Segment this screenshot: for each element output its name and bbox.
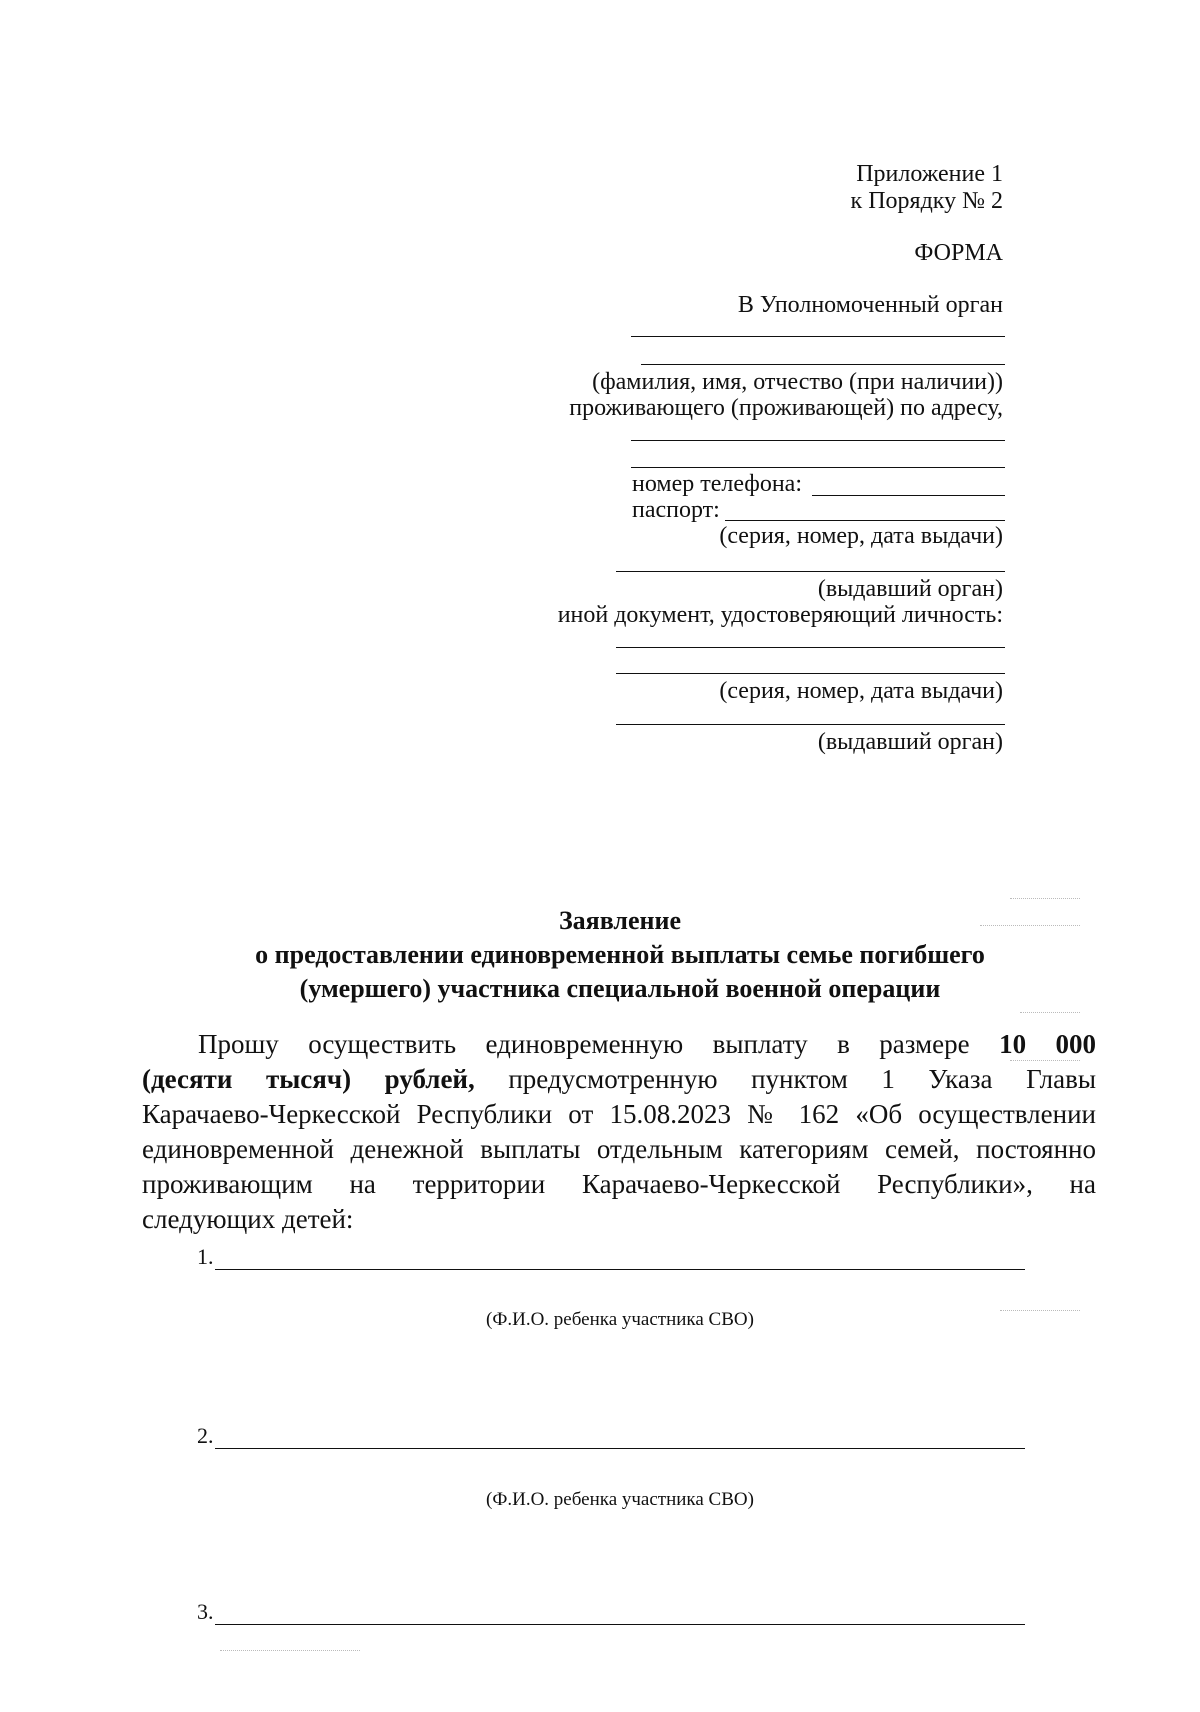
scan-artifact bbox=[1010, 1060, 1080, 1061]
statement-subtitle-1: о предоставлении единовременной выплаты семье погибшего bbox=[255, 940, 985, 969]
child-1-line[interactable] bbox=[215, 1269, 1025, 1270]
statement-subtitle-2: (умершего) участника специальной военной операции bbox=[299, 974, 941, 1003]
request-text-2: предусмотренную пунктом 1 Указа Главы bbox=[474, 1064, 1096, 1094]
phone-label: номер телефона: bbox=[632, 471, 803, 497]
request-line-3: Карачаево-Черкесской Республики от 15.08.2023 № 162 «Об осуществлении bbox=[142, 1099, 1096, 1129]
request-paragraph bbox=[142, 1027, 1096, 1237]
appendix-line-1: Приложение 1 bbox=[856, 161, 1003, 187]
fio-line[interactable] bbox=[641, 364, 1005, 365]
scan-artifact bbox=[220, 1650, 360, 1651]
fio-caption: (фамилия, имя, отчество (при наличии)) bbox=[592, 369, 1003, 395]
amount-figure: 10 000 bbox=[999, 1029, 1096, 1059]
other-doc-line-2[interactable] bbox=[616, 673, 1005, 674]
form-label: ФОРМА bbox=[914, 240, 1003, 266]
child-2-caption: (Ф.И.О. ребенка участника СВО) bbox=[486, 1489, 754, 1510]
request-line-2 bbox=[142, 1062, 1096, 1097]
address-line-2[interactable] bbox=[631, 467, 1005, 468]
addressee-organ-line[interactable] bbox=[631, 336, 1005, 337]
child-3-line[interactable] bbox=[215, 1624, 1025, 1625]
child-2-number: 2. bbox=[197, 1423, 214, 1448]
scan-artifact bbox=[1010, 898, 1080, 899]
passport-line[interactable] bbox=[725, 520, 1005, 521]
other-issuer-caption: (выдавший орган) bbox=[817, 729, 1003, 755]
passport-caption: (серия, номер, дата выдачи) bbox=[719, 523, 1003, 549]
child-1-number: 1. bbox=[197, 1244, 214, 1269]
other-doc-caption: (серия, номер, дата выдачи) bbox=[719, 678, 1003, 704]
scan-artifact bbox=[980, 925, 1080, 926]
request-line-1 bbox=[142, 1027, 1096, 1062]
issuer-line[interactable] bbox=[616, 571, 1005, 572]
scan-artifact bbox=[1000, 1310, 1080, 1311]
request-text-1: Прошу осуществить единовременную выплату в размере bbox=[198, 1029, 1000, 1059]
issuer-caption: (выдавший орган) bbox=[817, 576, 1003, 602]
statement-title: Заявление bbox=[558, 906, 682, 935]
addressee-to-label: В Уполномоченный орган bbox=[737, 292, 1003, 318]
passport-label: паспорт: bbox=[632, 497, 720, 523]
amount-words: (десяти тысяч) рублей, bbox=[142, 1064, 475, 1094]
child-1-caption: (Ф.И.О. ребенка участника СВО) bbox=[486, 1309, 754, 1330]
appendix-line-2: к Порядку № 2 bbox=[850, 188, 1003, 214]
address-label: проживающего (проживающей) по адресу, bbox=[569, 395, 1003, 421]
request-line-5: проживающим на территории Карачаево-Черкесской Республики», на bbox=[142, 1169, 1096, 1199]
phone-line[interactable] bbox=[812, 495, 1005, 496]
request-line-4: единовременной денежной выплаты отдельным категориям семей, постоянно bbox=[142, 1134, 1096, 1164]
child-2-line[interactable] bbox=[215, 1448, 1025, 1449]
address-line-1[interactable] bbox=[631, 440, 1005, 441]
other-doc-label: иной документ, удостоверяющий личность: bbox=[557, 602, 1003, 628]
scan-artifact bbox=[1020, 1012, 1080, 1013]
other-doc-line-1[interactable] bbox=[616, 647, 1005, 648]
child-3-number: 3. bbox=[197, 1599, 214, 1624]
other-issuer-line[interactable] bbox=[616, 724, 1005, 725]
request-line-6: следующих детей: bbox=[142, 1204, 354, 1234]
